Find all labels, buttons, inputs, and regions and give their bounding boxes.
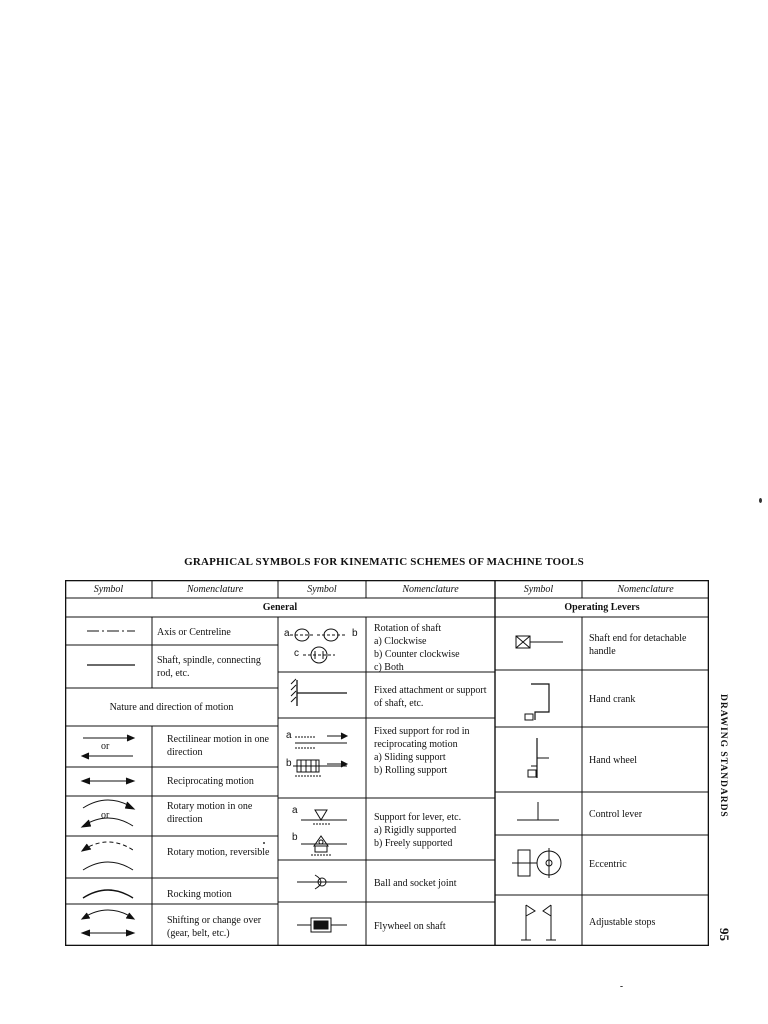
nom-eccentric: Eccentric [589,859,627,870]
adjustable-stops-icon [521,905,556,940]
rod-support-icon [293,733,347,776]
symbols-table [65,580,709,946]
control-lever-icon [517,802,559,820]
nom-shaft: Shaft, spindle, connecting rod, etc. [157,655,261,679]
nom-adjustable-stops: Adjustable stops [589,917,656,928]
hand-crank-icon [525,684,549,720]
page-number [712,928,736,952]
nom-support-lever: Support for lever, etc. a) Rigidly supported b) Freely supported [374,812,462,849]
scan-speck [759,498,762,503]
table-title: GRAPHICAL SYMBOLS FOR KINEMATIC SCHEMES OF MACHINE TOOLS [184,556,584,568]
nom-rotation-of-shaft: Rotation of shaft a) Clockwise b) Counter clockwise c) Both [374,623,460,673]
flywheel-icon [297,918,347,932]
eccentric-icon [512,848,561,878]
nom-nature-direction: Nature and direction of motion [109,702,234,713]
reciprocating-motion-icon [82,778,134,784]
nom-flywheel: Flywheel on shaft [374,921,446,932]
header-symbol-1: Symbol [93,584,124,595]
nom-shaft-end: Shaft end for detachable handle [589,633,687,657]
nom-fixed-attachment: Fixed attachment or support of shaft, etc. [374,685,487,709]
section-general: General [262,602,298,613]
nom-hand-crank: Hand crank [589,694,636,705]
nom-rotary-one-direction: Rotary motion in one direction [167,801,253,825]
hand-wheel-icon [528,738,549,778]
nom-rectilinear: Rectilinear motion in one direction [167,734,269,758]
nom-rotary-reversible: Rotary motion, reversible [167,847,270,858]
ball-socket-icon [297,875,347,889]
nom-reciprocating: Reciprocating motion [167,776,254,787]
label-b: b [286,758,292,769]
header-nomenclature-3: Nomenclature [617,584,674,595]
fixed-attachment-icon [291,679,347,706]
page-number-text: 95 [717,928,732,941]
label-or: or [101,810,110,821]
lever-support-icon [301,810,347,855]
nom-rocking: Rocking motion [167,889,232,900]
scan-speck [263,842,265,844]
label-a: a [292,805,298,816]
side-text: DRAWING STANDARDS [718,694,728,818]
header-symbol-2: Symbol [307,584,337,595]
nom-hand-wheel: Hand wheel [589,755,638,766]
rotary-reversible-icon [82,842,133,870]
shifting-icon [82,910,134,936]
side-running-head [712,694,732,818]
header-nomenclature-1: Nomenclature [186,584,244,595]
nom-axis-centreline: Axis or Centreline [157,627,231,638]
nom-ball-socket: Ball and socket joint [374,878,457,889]
label-a: a [286,730,292,741]
scan-speck [620,986,623,987]
section-operating-levers: Operating Levers [564,602,640,613]
label-b: b [292,832,298,843]
label-b: b [352,628,358,639]
nom-control-lever: Control lever [589,809,643,820]
header-nomenclature-2: Nomenclature [402,584,459,595]
shaft-end-icon [516,636,563,648]
nom-shifting: Shifting or change over (gear, belt, etc.) [167,915,262,939]
nom-fixed-support-rod: Fixed support for rod in reciprocating motion a) Sliding support b) Rolling support [374,726,470,776]
label-or: or [101,741,110,752]
rocking-motion-icon [83,890,133,898]
label-a: a [284,628,290,639]
header-symbol-3: Symbol [523,584,554,595]
label-c: c [294,648,299,659]
